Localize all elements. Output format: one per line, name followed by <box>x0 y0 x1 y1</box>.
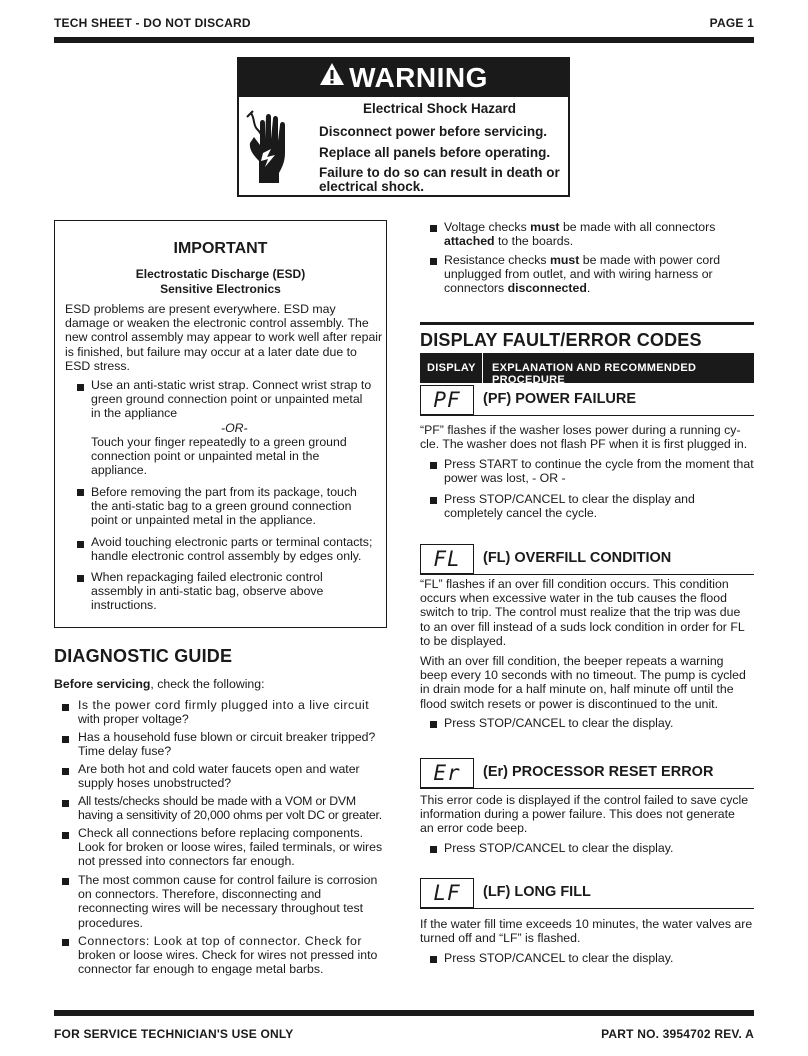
text-line: is finished, but failure may occur at a later date due to <box>65 344 357 359</box>
intro-bold: Before servicing <box>54 677 151 691</box>
bullet-icon <box>77 489 84 496</box>
esd-subtitle-line: Electrostatic Discharge (ESD) <box>135 267 306 281</box>
text-line: Use an anti-static wrist strap. Connect wrist strap to <box>91 378 372 392</box>
diagnostic-item <box>78 762 360 790</box>
lf-step: Press STOP/CANCEL to clear the display. <box>444 951 674 965</box>
esd-subtitle-line: Sensitive Electronics <box>160 282 281 296</box>
text-line: “FL” flashes if an over fill condition occurs. This condition <box>420 577 729 591</box>
warning-line: Failure to do so can result in death or <box>319 165 560 180</box>
footer-rule <box>54 1010 754 1016</box>
text-line: in the appliance <box>91 406 178 421</box>
er-step: Press STOP/CANCEL to clear the display. <box>444 841 674 855</box>
text-line: Is the power cord firmly plugged into a live circuit <box>78 698 370 712</box>
bullet-icon <box>430 497 437 504</box>
bullet-icon <box>62 768 69 775</box>
voltage-check-note <box>444 220 715 248</box>
text-line: new control assembly may appear to work well after repair <box>65 330 383 345</box>
text-line: turned off and “LF” is flashed. <box>420 931 581 946</box>
text-line: supply hoses unobstructed? <box>78 776 232 791</box>
text-line: connector far enough to engage metal barbs. <box>78 962 324 977</box>
page-number: PAGE 1 <box>709 16 754 30</box>
intro-rest: , check the following: <box>150 677 265 691</box>
text-run: Voltage checks <box>444 220 531 234</box>
bullet-icon <box>77 541 84 548</box>
text-run: . <box>586 281 591 296</box>
text-line: damage or weaken the electronic control assembly. The <box>65 316 369 331</box>
esd-bullet <box>91 570 323 613</box>
bullet-icon <box>430 721 437 728</box>
text-line: All tests/checks should be made with a VOM or DVM <box>78 794 356 808</box>
diagnostic-item <box>78 794 382 822</box>
text-line: ESD problems are present everywhere. ESD may <box>65 302 336 316</box>
section-rule <box>420 322 754 325</box>
er-title: (Er) PROCESSOR RESET ERROR <box>483 764 714 780</box>
er-display-code: Er <box>420 758 474 788</box>
code-row-pf <box>420 385 754 416</box>
text-line: ESD stress. <box>65 358 130 373</box>
pf-description <box>420 423 747 451</box>
text-line: occurs when excessive water in the tub causes the flood <box>420 591 727 606</box>
text-line: green ground connection point or unpainted metal <box>91 392 363 407</box>
column-divider <box>482 353 483 383</box>
text-line: When repackaging failed electronic control <box>91 570 323 584</box>
text-line: appliance. <box>91 463 148 478</box>
fl-description <box>420 577 745 648</box>
text-line: point or unpainted metal in the appliance. <box>91 513 316 528</box>
text-bold: disconnected <box>507 281 587 296</box>
codes-table-header <box>420 353 754 386</box>
text-line: an error code beep. <box>420 821 528 836</box>
warning-banner-text: WARNING <box>349 62 488 93</box>
pf-display-code: PF <box>420 385 474 415</box>
bullet-icon <box>430 956 437 963</box>
code-row-lf <box>420 878 754 909</box>
bullet-icon <box>430 225 437 232</box>
code-row-fl <box>420 544 754 575</box>
text-line: Check all connections before replacing components. <box>78 826 364 840</box>
bullet-icon <box>62 878 69 885</box>
bullet-icon <box>430 846 437 853</box>
fault-codes-title: DISPLAY FAULT/ERROR CODES <box>420 330 702 350</box>
electrical-shock-hand-icon <box>245 109 301 192</box>
important-title: IMPORTANT <box>173 240 268 257</box>
bullet-icon <box>62 832 69 839</box>
column-display: DISPLAY <box>427 362 476 374</box>
text-line: Touch your finger repeatedly to a green ground <box>91 434 347 449</box>
text-line: switch to trip. The control must realize that the trip was due <box>420 605 741 620</box>
er-description <box>420 793 748 836</box>
text-line: cle. The washer does not flash PF when it is first plugged in. <box>420 437 748 452</box>
footer-note: FOR SERVICE TECHNICIAN'S USE ONLY <box>54 1027 294 1041</box>
diagnostic-item <box>78 730 375 758</box>
text-line: assembly in anti-static bag, observe above <box>91 584 324 599</box>
text-line: power was lost, - OR - <box>444 471 566 486</box>
text-line: Connectors: Look at top of connector. Check for <box>78 934 362 948</box>
text-line: This error code is displayed if the control failed to save cycle <box>420 793 749 807</box>
lf-description <box>420 917 752 945</box>
bullet-icon <box>62 704 69 711</box>
diagnostic-intro <box>54 677 265 691</box>
pf-step <box>444 457 754 485</box>
esd-subtitle <box>55 267 386 297</box>
text-line: completely cancel the cycle. <box>444 506 598 521</box>
text-line: broken or loose wires. Check for wires not pressed into <box>78 948 378 963</box>
text-run: Resistance checks <box>444 253 550 267</box>
warning-banner <box>239 59 568 97</box>
warning-line: Replace all panels before operating. <box>319 145 551 160</box>
pf-step <box>444 492 695 520</box>
esd-intro <box>65 302 382 373</box>
text-line: information during a power failure. This does not generate <box>420 807 735 822</box>
text-bold: must <box>549 253 580 267</box>
bullet-icon <box>430 258 437 265</box>
text-line: procedures. <box>78 915 143 930</box>
text-line: unplugged from outlet, and with wiring harness or <box>444 267 713 282</box>
text-bold: attached <box>444 234 495 249</box>
warning-box <box>237 57 570 197</box>
text-line: on connectors. Therefore, disconnecting and <box>78 887 322 902</box>
text-run: connectors <box>444 281 508 296</box>
fl-title: (FL) OVERFILL CONDITION <box>483 550 672 566</box>
esd-bullet <box>91 535 372 563</box>
bullet-icon <box>430 462 437 469</box>
text-line: in drain mode for a half minute on, half minute off until the <box>420 682 734 697</box>
text-run: be made with all connectors <box>559 220 716 234</box>
text-line: instructions. <box>91 598 157 613</box>
text-line: Press START to continue the cycle from the moment that <box>444 457 754 471</box>
text-line: handle electronic control assembly by edges only. <box>91 549 362 564</box>
diagnostic-item <box>78 826 382 869</box>
text-line: Before removing the part from its package, touch <box>91 485 357 499</box>
bullet-icon <box>77 575 84 582</box>
text-line: The most common cause for control failure is corrosion <box>78 873 378 887</box>
diagnostic-item <box>78 698 369 726</box>
text-line: not pressed into connectors far enough. <box>78 854 295 869</box>
important-box <box>54 220 387 628</box>
text-line: flood switch resets or power is discontinued to the unit. <box>420 696 719 711</box>
text-run: to the boards. <box>494 234 574 249</box>
text-line: Avoid touching electronic parts or terminal contacts; <box>91 535 373 549</box>
text-line: beep every 10 seconds with no timeout. The pump is cycled <box>420 668 746 683</box>
bullet-icon <box>77 384 84 391</box>
text-run: be made with power cord <box>579 253 721 267</box>
diagnostic-guide-title: DIAGNOSTIC GUIDE <box>54 646 233 666</box>
text-line: With an over fill condition, the beeper repeats a warning <box>420 654 724 668</box>
pf-title: (PF) POWER FAILURE <box>483 391 637 407</box>
part-number: PART NO. 3954702 REV. A <box>601 1027 754 1041</box>
text-line: to an over fill instead of a suds lock condition in order for FL <box>420 619 745 634</box>
text-line: connection point or unpainted metal in the <box>91 449 320 464</box>
bullet-icon <box>62 800 69 807</box>
text-line: Are both hot and cold water faucets open and water <box>78 762 360 776</box>
warning-line: electrical shock. <box>319 179 425 194</box>
header-rule <box>54 37 754 43</box>
warning-triangle-icon <box>319 61 345 93</box>
warning-line: Disconnect power before servicing. <box>319 124 548 139</box>
or-separator: -OR- <box>221 420 248 435</box>
text-line: having a sensitivity of 20,000 ohms per volt DC or greater. <box>78 808 382 823</box>
text-line: to be displayed. <box>420 633 507 648</box>
text-line: Time delay fuse? <box>78 744 172 759</box>
text-line: the anti-static bag to a green ground connection <box>91 499 352 514</box>
fl-step: Press STOP/CANCEL to clear the display. <box>444 716 674 730</box>
fl-display-code: FL <box>420 544 474 574</box>
lf-title: (LF) LONG FILL <box>483 884 591 900</box>
text-line: reconnecting wires will be necessary throughout test <box>78 901 364 916</box>
text-line: Look for broken or loose wires, failed terminals, or wires <box>78 840 383 855</box>
text-line: If the water fill time exceeds 10 minutes, the water valves are <box>420 917 753 931</box>
fl-description-2 <box>420 654 746 711</box>
esd-bullet <box>91 378 371 477</box>
bullet-icon <box>62 736 69 743</box>
code-row-er <box>420 758 754 789</box>
bullet-icon <box>62 939 69 946</box>
resistance-check-note <box>444 253 720 296</box>
text-bold: must <box>530 220 560 234</box>
text-line: Press STOP/CANCEL to clear the display and <box>444 492 695 506</box>
diagnostic-item <box>78 873 377 930</box>
column-explanation: EXPLANATION AND RECOMMENDED PROCEDURE <box>492 362 697 386</box>
esd-bullet <box>91 485 357 528</box>
header-title: TECH SHEET - DO NOT DISCARD <box>54 16 251 30</box>
text-line: “PF” flashes if the washer loses power during a running cy- <box>420 423 741 437</box>
text-line: Has a household fuse blown or circuit breaker tripped? <box>78 730 376 744</box>
lf-display-code: LF <box>420 878 474 908</box>
text-line: with proper voltage? <box>78 712 189 727</box>
warning-subtitle: Electrical Shock Hazard <box>362 101 517 116</box>
diagnostic-item <box>78 934 377 977</box>
